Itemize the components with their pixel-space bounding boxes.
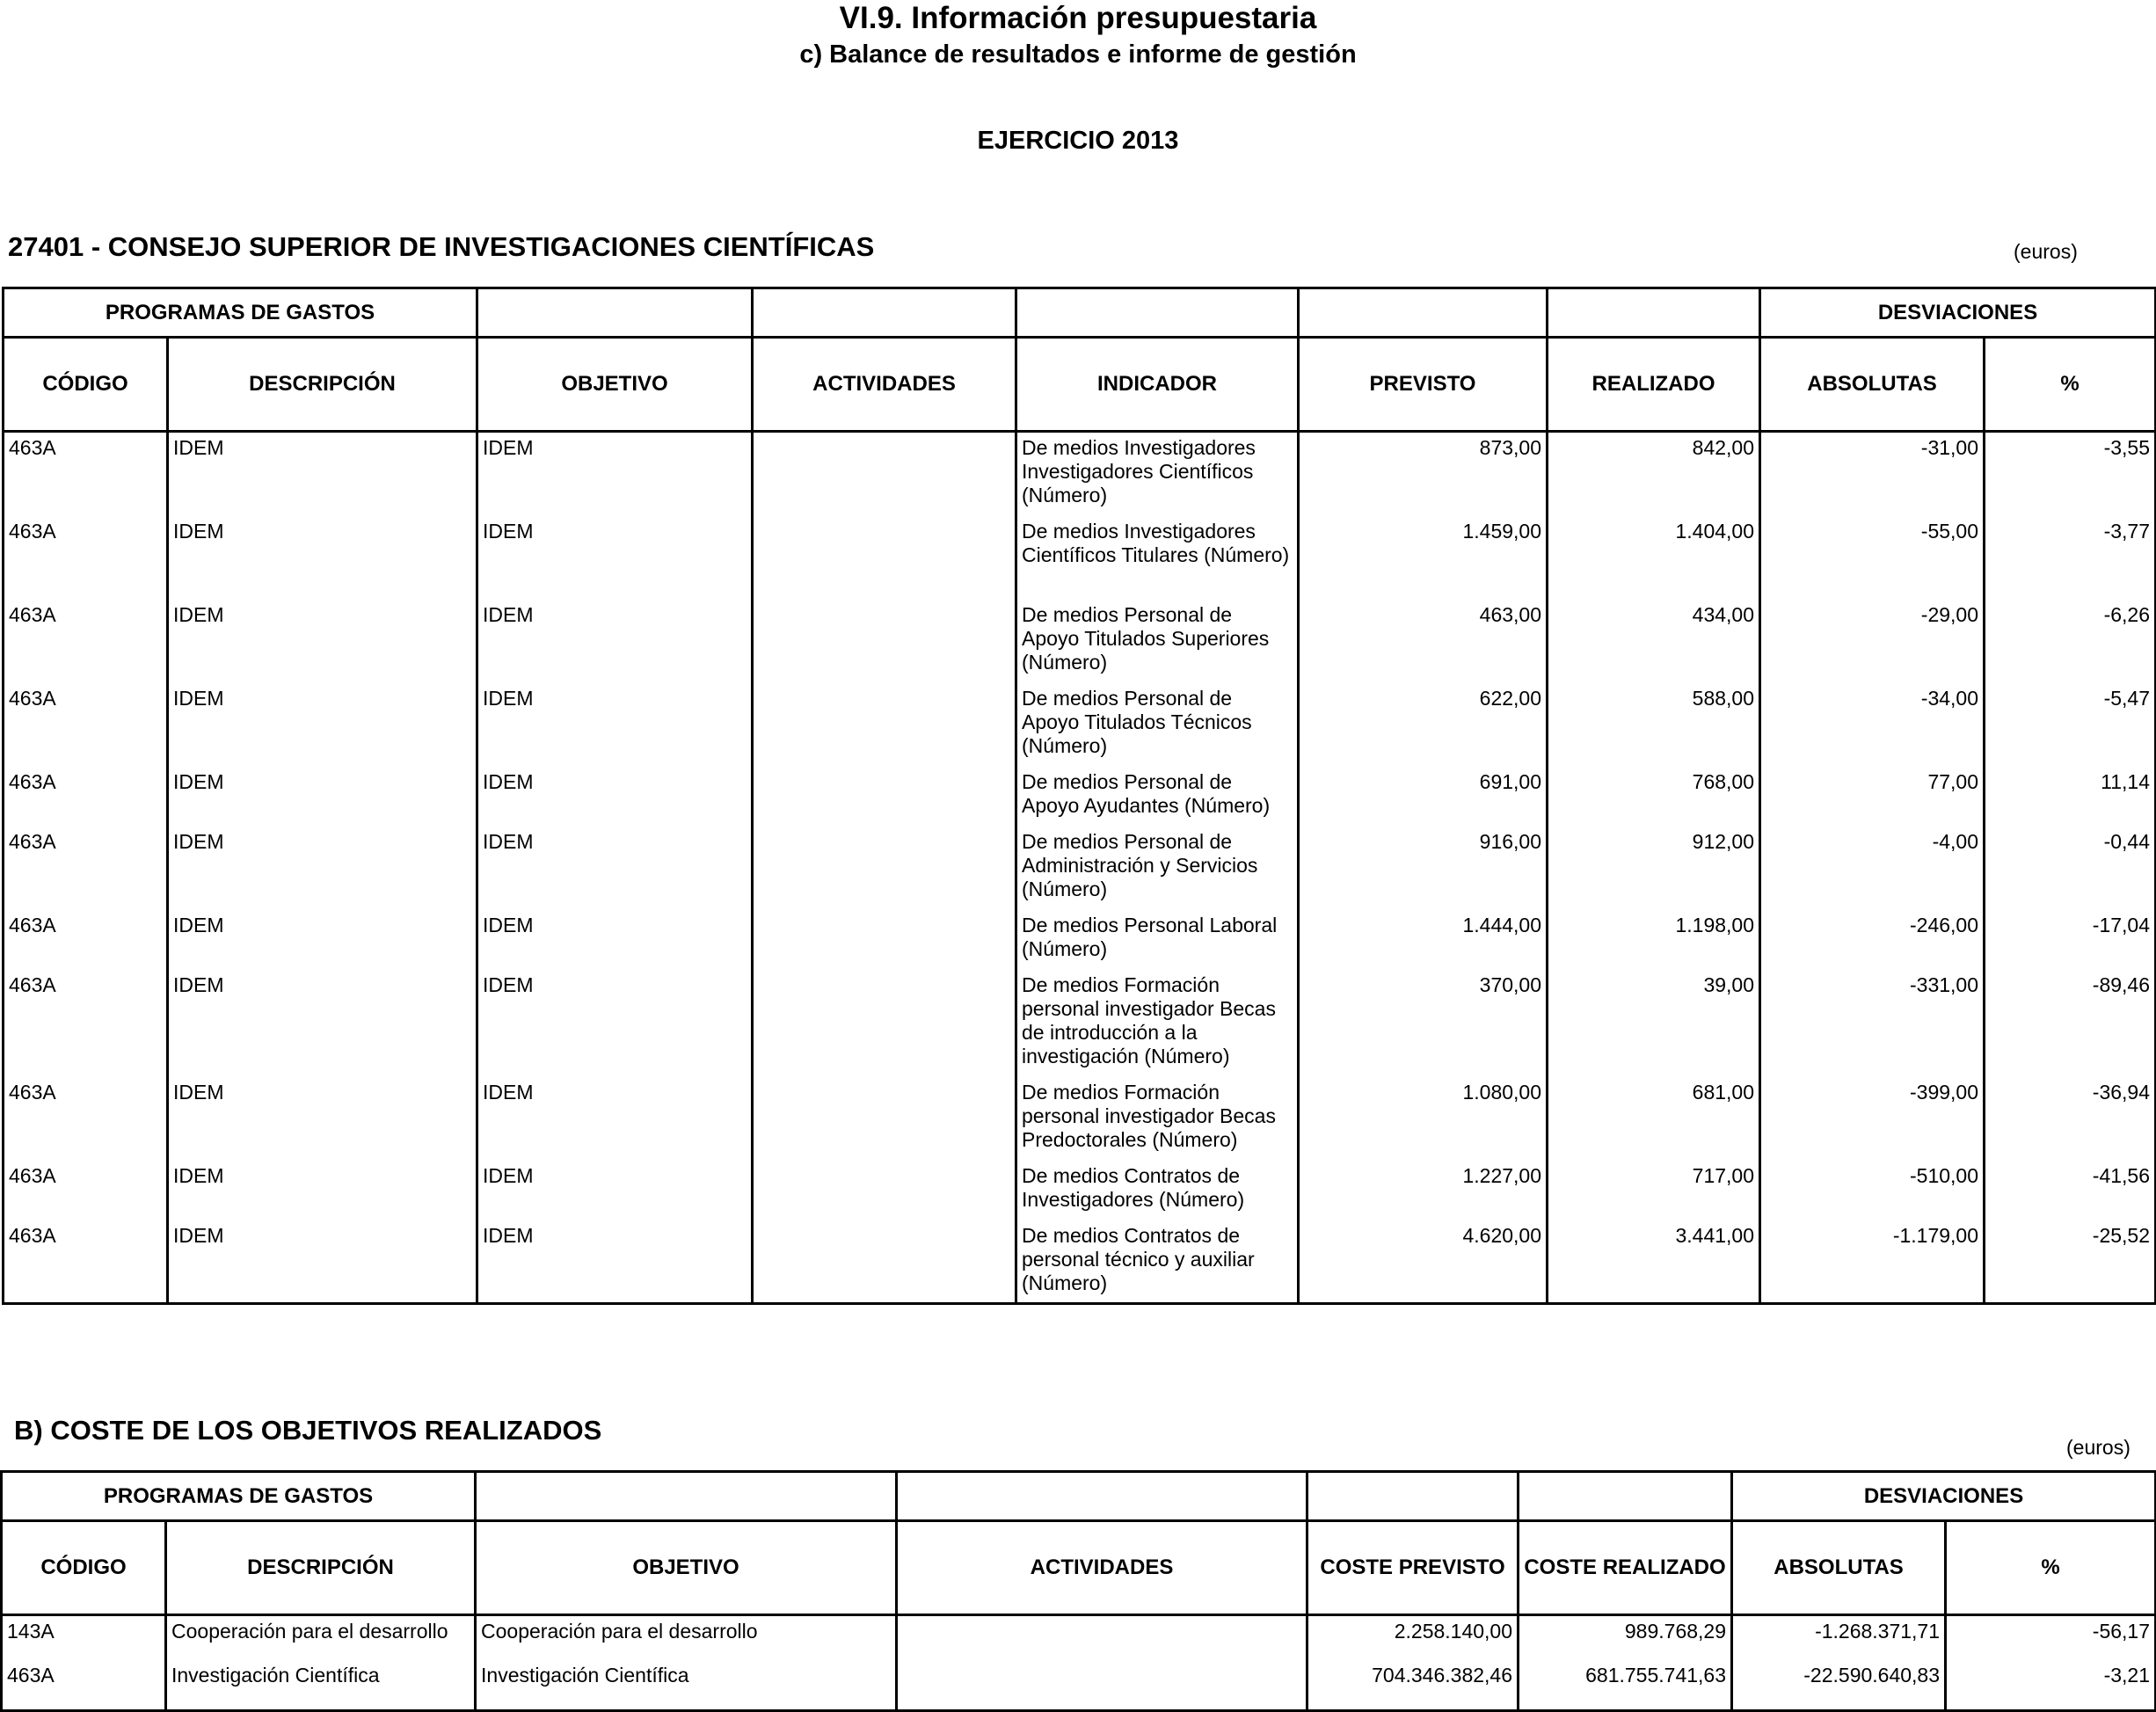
cell-pct [1985, 432, 2156, 517]
cell-descripcion [168, 1161, 477, 1220]
realizado-value: 842,00 [1692, 436, 1755, 459]
cell-previsto [1299, 516, 1548, 600]
coste-realizado-value: 989.768,29 [1624, 1620, 1727, 1643]
cell-absolutas [1760, 1220, 1985, 1304]
cell-actividades [753, 970, 1016, 1077]
indicador-value: De medios Formación personal investigador Becas Predoctorales (Número) [1022, 1081, 1276, 1151]
group-header-desviaciones: DESVIACIONES [1732, 1472, 2156, 1521]
cell-realizado [1548, 1220, 1760, 1304]
table-row [4, 970, 2156, 1077]
cell-realizado [1548, 767, 1760, 827]
cell-codigo [4, 1161, 168, 1220]
column-header-descripcion: DESCRIPCIÓN [168, 338, 477, 432]
column-header-objetivo: OBJETIVO [476, 1521, 897, 1615]
cell-absolutas [1760, 827, 1985, 910]
descripcion-value: Investigación Científica [171, 1664, 380, 1687]
column-header-codigo: CÓDIGO [2, 1521, 166, 1615]
cell-descripcion [168, 432, 477, 517]
previsto-value: 1.444,00 [1462, 914, 1542, 936]
cell-descripcion [168, 516, 477, 600]
table-row [4, 1220, 2156, 1304]
cell-actividades [753, 600, 1016, 683]
cell-descripcion [168, 600, 477, 683]
actividades-value [754, 767, 1015, 827]
exercise-label: EJERCICIO 2013 [977, 127, 1179, 155]
cell-previsto [1299, 432, 1548, 517]
cell-objetivo [477, 1220, 753, 1304]
realizado-value: 912,00 [1692, 830, 1755, 853]
cell-pct [1985, 827, 2156, 910]
column-header-absolutas: ABSOLUTAS [1732, 1521, 1946, 1615]
pct-value: -89,46 [2092, 973, 2151, 996]
cell-objetivo [477, 683, 753, 767]
realizado-value: 434,00 [1692, 603, 1755, 626]
cell-pct [1985, 1161, 2156, 1220]
cell-previsto [1299, 827, 1548, 910]
cell-codigo [4, 600, 168, 683]
cell-absolutas [1760, 600, 1985, 683]
previsto-value: 622,00 [1479, 687, 1542, 710]
previsto-value: 1.080,00 [1462, 1081, 1542, 1104]
table-row [4, 1077, 2156, 1161]
cell-actividades [897, 1660, 1307, 1711]
table-row [2, 1615, 2156, 1661]
objetivo-value: Cooperación para el desarrollo [481, 1620, 758, 1643]
pct-value: -6,26 [2103, 603, 2151, 626]
section-b-heading: B) COSTE DE LOS OBJETIVOS REALIZADOS [14, 1415, 602, 1446]
cell-realizado [1548, 910, 1760, 970]
cell-coste-realizado [1519, 1660, 1732, 1711]
cell-descripcion [166, 1615, 476, 1661]
cell-descripcion [168, 910, 477, 970]
indicador-value: De medios Investigadores Científicos Titulares (Número) [1022, 520, 1290, 566]
cell-realizado [1548, 970, 1760, 1077]
cell-actividades [753, 432, 1016, 517]
descripcion-value: IDEM [173, 520, 224, 543]
cell-absolutas [1760, 1161, 1985, 1220]
cell-codigo [4, 767, 168, 827]
cell-previsto [1299, 1161, 1548, 1220]
indicador-value: De medios Contratos de personal técnico y auxiliar (Número) [1022, 1224, 1255, 1294]
previsto-value: 1.459,00 [1462, 520, 1542, 543]
indicador-value: De medios Personal de Administración y Servicios (Número) [1022, 830, 1258, 900]
cell-realizado [1548, 827, 1760, 910]
actividades-value [754, 910, 1015, 970]
column-header-descripcion: DESCRIPCIÓN [166, 1521, 476, 1615]
objetivo-value: IDEM [483, 830, 534, 853]
cell-realizado [1548, 683, 1760, 767]
cell-indicador [1016, 432, 1299, 517]
cell-indicador [1016, 516, 1299, 600]
codigo-value: 463A [9, 973, 56, 996]
cell-previsto [1299, 683, 1548, 767]
table-row [4, 1161, 2156, 1220]
entity-heading: 27401 - CONSEJO SUPERIOR DE INVESTIGACIONES CIENTÍFICAS [8, 231, 875, 262]
objetivo-value: IDEM [483, 914, 534, 936]
cell-indicador [1016, 970, 1299, 1077]
cell-indicador [1016, 600, 1299, 683]
cell-codigo [4, 1077, 168, 1161]
column-header-actividades: ACTIVIDADES [897, 1521, 1307, 1615]
cell-pct [1985, 683, 2156, 767]
actividades-value [754, 516, 1015, 600]
absolutas-value: -4,00 [1932, 830, 1979, 853]
cell-pct [1985, 600, 2156, 683]
actividades-value [754, 600, 1015, 683]
cell-pct [1985, 1220, 2156, 1304]
cell-objetivo [477, 516, 753, 600]
cell-actividades [897, 1615, 1307, 1661]
cell-descripcion [168, 1077, 477, 1161]
column-header-coste-previsto: COSTE PREVISTO [1307, 1521, 1519, 1615]
coste-realizado-value: 681.755.741,63 [1585, 1664, 1727, 1687]
cell-previsto [1299, 1077, 1548, 1161]
cell-actividades [753, 1077, 1016, 1161]
actividades-value [754, 683, 1015, 767]
cell-indicador [1016, 1161, 1299, 1220]
column-header-realizado: REALIZADO [1548, 338, 1760, 432]
indicador-value: De medios Contratos de Investigadores (Número) [1022, 1164, 1245, 1211]
actividades-value [754, 1161, 1015, 1220]
actividades-value [754, 433, 1015, 516]
codigo-value: 463A [9, 1164, 56, 1187]
cell-coste-previsto [1307, 1615, 1519, 1661]
cell-codigo [4, 970, 168, 1077]
cell-absolutas [1760, 970, 1985, 1077]
pct-value: -41,56 [2092, 1164, 2151, 1187]
codigo-value: 463A [9, 603, 56, 626]
cell-objetivo [477, 910, 753, 970]
cell-absolutas [1732, 1660, 1946, 1711]
cell-previsto [1299, 910, 1548, 970]
pct-value: -17,04 [2092, 914, 2151, 936]
group-header-empty [476, 1472, 897, 1521]
coste-previsto-value: 704.346.382,46 [1372, 1664, 1513, 1687]
cell-codigo [4, 910, 168, 970]
descripcion-value: IDEM [173, 1081, 224, 1104]
objetivo-value: IDEM [483, 520, 534, 543]
objetivo-value: Investigación Científica [481, 1664, 689, 1687]
previsto-value: 873,00 [1479, 436, 1542, 459]
cell-previsto [1299, 970, 1548, 1077]
realizado-value: 1.404,00 [1675, 520, 1755, 543]
descripcion-value: IDEM [173, 687, 224, 710]
column-header-indicador: INDICADOR [1016, 338, 1299, 432]
indicador-value: De medios Personal de Apoyo Titulados Superiores (Número) [1022, 603, 1270, 674]
group-header-empty [1519, 1472, 1732, 1521]
indicators-table [2, 287, 2156, 1305]
absolutas-value: -22.590.640,83 [1803, 1664, 1941, 1687]
cell-actividades [753, 827, 1016, 910]
cell-absolutas [1760, 432, 1985, 517]
indicador-value: De medios Formación personal investigador Becas de introducción a la investigación (Número) [1022, 973, 1276, 1067]
objetivo-value: IDEM [483, 973, 534, 996]
group-header-empty [1016, 288, 1299, 338]
cell-descripcion [168, 1220, 477, 1304]
codigo-value: 463A [9, 1081, 56, 1104]
indicador-value: De medios Personal Laboral (Número) [1022, 914, 1278, 960]
cell-codigo [4, 1220, 168, 1304]
cell-pct [1985, 767, 2156, 827]
cell-absolutas [1760, 683, 1985, 767]
codigo-value: 463A [9, 770, 56, 793]
codigo-value: 463A [9, 687, 56, 710]
absolutas-value: -246,00 [1910, 914, 1979, 936]
cell-pct [1985, 1077, 2156, 1161]
indicador-value: De medios Personal de Apoyo Titulados Técnicos (Número) [1022, 687, 1252, 757]
cell-previsto [1299, 600, 1548, 683]
descripcion-value: IDEM [173, 914, 224, 936]
cell-codigo [4, 683, 168, 767]
objetivo-value: IDEM [483, 687, 534, 710]
absolutas-value: -29,00 [1920, 603, 1979, 626]
page-subtitle: c) Balance de resultados e informe de gestión [799, 40, 1357, 69]
codigo-value: 463A [7, 1664, 55, 1687]
codigo-value: 463A [9, 830, 56, 853]
table-row [4, 683, 2156, 767]
realizado-value: 588,00 [1692, 687, 1755, 710]
codigo-value: 463A [9, 520, 56, 543]
descripcion-value: IDEM [173, 770, 224, 793]
cell-codigo [2, 1615, 166, 1661]
cell-realizado [1548, 600, 1760, 683]
cell-indicador [1016, 683, 1299, 767]
cell-codigo [4, 827, 168, 910]
cell-objetivo [477, 767, 753, 827]
cell-pct [1985, 970, 2156, 1077]
cell-objetivo [477, 1161, 753, 1220]
units-label-a: (euros) [2014, 240, 2078, 263]
cell-codigo [4, 432, 168, 517]
descripcion-value: IDEM [173, 830, 224, 853]
actividades-value [754, 1077, 1015, 1161]
cell-indicador [1016, 1220, 1299, 1304]
pct-value: -3,55 [2103, 436, 2151, 459]
cell-absolutas [1760, 516, 1985, 600]
page-title: VI.9. Información presupuestaria [839, 1, 1317, 35]
cell-actividades [753, 910, 1016, 970]
cell-indicador [1016, 827, 1299, 910]
cell-realizado [1548, 516, 1760, 600]
cost-table [0, 1470, 2156, 1712]
cell-indicador [1016, 1077, 1299, 1161]
previsto-value: 4.620,00 [1462, 1224, 1542, 1247]
actividades-value [754, 1220, 1015, 1302]
pct-value: -5,47 [2103, 687, 2151, 710]
column-header-pct: % [1985, 338, 2156, 432]
cell-realizado [1548, 1077, 1760, 1161]
group-header-empty [1299, 288, 1548, 338]
realizado-value: 768,00 [1692, 770, 1755, 793]
table-row [4, 767, 2156, 827]
cell-descripcion [168, 683, 477, 767]
cell-coste-previsto [1307, 1660, 1519, 1711]
table-row [2, 1660, 2156, 1711]
objetivo-value: IDEM [483, 1164, 534, 1187]
cell-realizado [1548, 1161, 1760, 1220]
realizado-value: 1.198,00 [1675, 914, 1755, 936]
realizado-value: 3.441,00 [1675, 1224, 1755, 1247]
cell-objetivo [476, 1615, 897, 1661]
pct-value: -25,52 [2092, 1224, 2151, 1247]
cell-pct [1946, 1660, 2156, 1711]
cell-absolutas [1760, 767, 1985, 827]
actividades-value [754, 827, 1015, 910]
previsto-value: 916,00 [1479, 830, 1542, 853]
absolutas-value: 77,00 [1927, 770, 1979, 793]
absolutas-value: -55,00 [1920, 520, 1979, 543]
group-header-programas: PROGRAMAS DE GASTOS [2, 1472, 476, 1521]
descripcion-value: IDEM [173, 603, 224, 626]
column-header-codigo: CÓDIGO [4, 338, 168, 432]
pct-value: -0,44 [2103, 830, 2151, 853]
codigo-value: 463A [9, 914, 56, 936]
pct-value: -56,17 [2092, 1620, 2151, 1643]
cell-objetivo [477, 827, 753, 910]
descripcion-value: Cooperación para el desarrollo [171, 1620, 448, 1643]
objetivo-value: IDEM [483, 1224, 534, 1247]
realizado-value: 717,00 [1692, 1164, 1755, 1187]
cell-actividades [753, 1161, 1016, 1220]
table-row [4, 516, 2156, 600]
cell-codigo [2, 1660, 166, 1711]
absolutas-value: -34,00 [1920, 687, 1979, 710]
group-header-empty [897, 1472, 1307, 1521]
objetivo-value: IDEM [483, 1081, 534, 1104]
cell-indicador [1016, 910, 1299, 970]
codigo-value: 143A [7, 1620, 55, 1643]
absolutas-value: -331,00 [1910, 973, 1979, 996]
column-header-coste-realizado: COSTE REALIZADO [1519, 1521, 1732, 1615]
descripcion-value: IDEM [173, 1224, 224, 1247]
table-row [4, 600, 2156, 683]
pct-value: 11,14 [2101, 770, 2151, 793]
absolutas-value: -31,00 [1920, 436, 1979, 459]
cell-pct [1946, 1615, 2156, 1661]
actividades-value [754, 970, 1015, 1077]
column-header-actividades: ACTIVIDADES [753, 338, 1016, 432]
coste-previsto-value: 2.258.140,00 [1394, 1620, 1513, 1643]
cell-descripcion [168, 767, 477, 827]
absolutas-value: -399,00 [1910, 1081, 1979, 1104]
cell-actividades [753, 767, 1016, 827]
absolutas-value: -1.268.371,71 [1815, 1620, 1941, 1643]
column-header-absolutas: ABSOLUTAS [1760, 338, 1985, 432]
cell-actividades [753, 683, 1016, 767]
cell-actividades [753, 1220, 1016, 1304]
cell-previsto [1299, 1220, 1548, 1304]
group-header-empty [477, 288, 753, 338]
indicador-value: De medios Investigadores Investigadores Científicos (Número) [1022, 436, 1256, 506]
group-header-desviaciones: DESVIACIONES [1760, 288, 2156, 338]
table-row [4, 827, 2156, 910]
actividades-value [898, 1660, 1306, 1709]
units-label-b: (euros) [2066, 1436, 2131, 1459]
cell-previsto [1299, 767, 1548, 827]
group-header-empty [753, 288, 1016, 338]
realizado-value: 39,00 [1703, 973, 1755, 996]
cell-actividades [753, 516, 1016, 600]
objetivo-value: IDEM [483, 436, 534, 459]
cell-descripcion [168, 827, 477, 910]
realizado-value: 681,00 [1692, 1081, 1755, 1104]
indicador-value: De medios Personal de Apoyo Ayudantes (Número) [1022, 770, 1271, 817]
cell-coste-realizado [1519, 1615, 1732, 1661]
table-row [4, 910, 2156, 970]
cell-absolutas [1760, 910, 1985, 970]
absolutas-value: -510,00 [1910, 1164, 1979, 1187]
pct-value: -3,21 [2103, 1664, 2151, 1687]
cell-pct [1985, 516, 2156, 600]
previsto-value: 1.227,00 [1462, 1164, 1542, 1187]
descripcion-value: IDEM [173, 973, 224, 996]
group-header-programas: PROGRAMAS DE GASTOS [4, 288, 477, 338]
column-header-objetivo: OBJETIVO [477, 338, 753, 432]
cell-pct [1985, 910, 2156, 970]
column-header-previsto: PREVISTO [1299, 338, 1548, 432]
actividades-value [898, 1616, 1306, 1660]
cell-objetivo [477, 970, 753, 1077]
group-header-empty [1548, 288, 1760, 338]
cell-absolutas [1732, 1615, 1946, 1661]
objetivo-value: IDEM [483, 770, 534, 793]
pct-value: -3,77 [2103, 520, 2151, 543]
cell-objetivo [477, 1077, 753, 1161]
cell-descripcion [166, 1660, 476, 1711]
previsto-value: 691,00 [1479, 770, 1542, 793]
previsto-value: 463,00 [1479, 603, 1542, 626]
objetivo-value: IDEM [483, 603, 534, 626]
cell-objetivo [476, 1660, 897, 1711]
cell-codigo [4, 516, 168, 600]
cell-absolutas [1760, 1077, 1985, 1161]
cell-realizado [1548, 432, 1760, 517]
descripcion-value: IDEM [173, 436, 224, 459]
cell-objetivo [477, 432, 753, 517]
cell-descripcion [168, 970, 477, 1077]
absolutas-value: -1.179,00 [1892, 1224, 1979, 1247]
previsto-value: 370,00 [1479, 973, 1542, 996]
group-header-empty [1307, 1472, 1519, 1521]
descripcion-value: IDEM [173, 1164, 224, 1187]
cell-objetivo [477, 600, 753, 683]
cell-indicador [1016, 767, 1299, 827]
table-row [4, 432, 2156, 517]
pct-value: -36,94 [2092, 1081, 2151, 1104]
codigo-value: 463A [9, 436, 56, 459]
codigo-value: 463A [9, 1224, 56, 1247]
column-header-pct: % [1946, 1521, 2156, 1615]
